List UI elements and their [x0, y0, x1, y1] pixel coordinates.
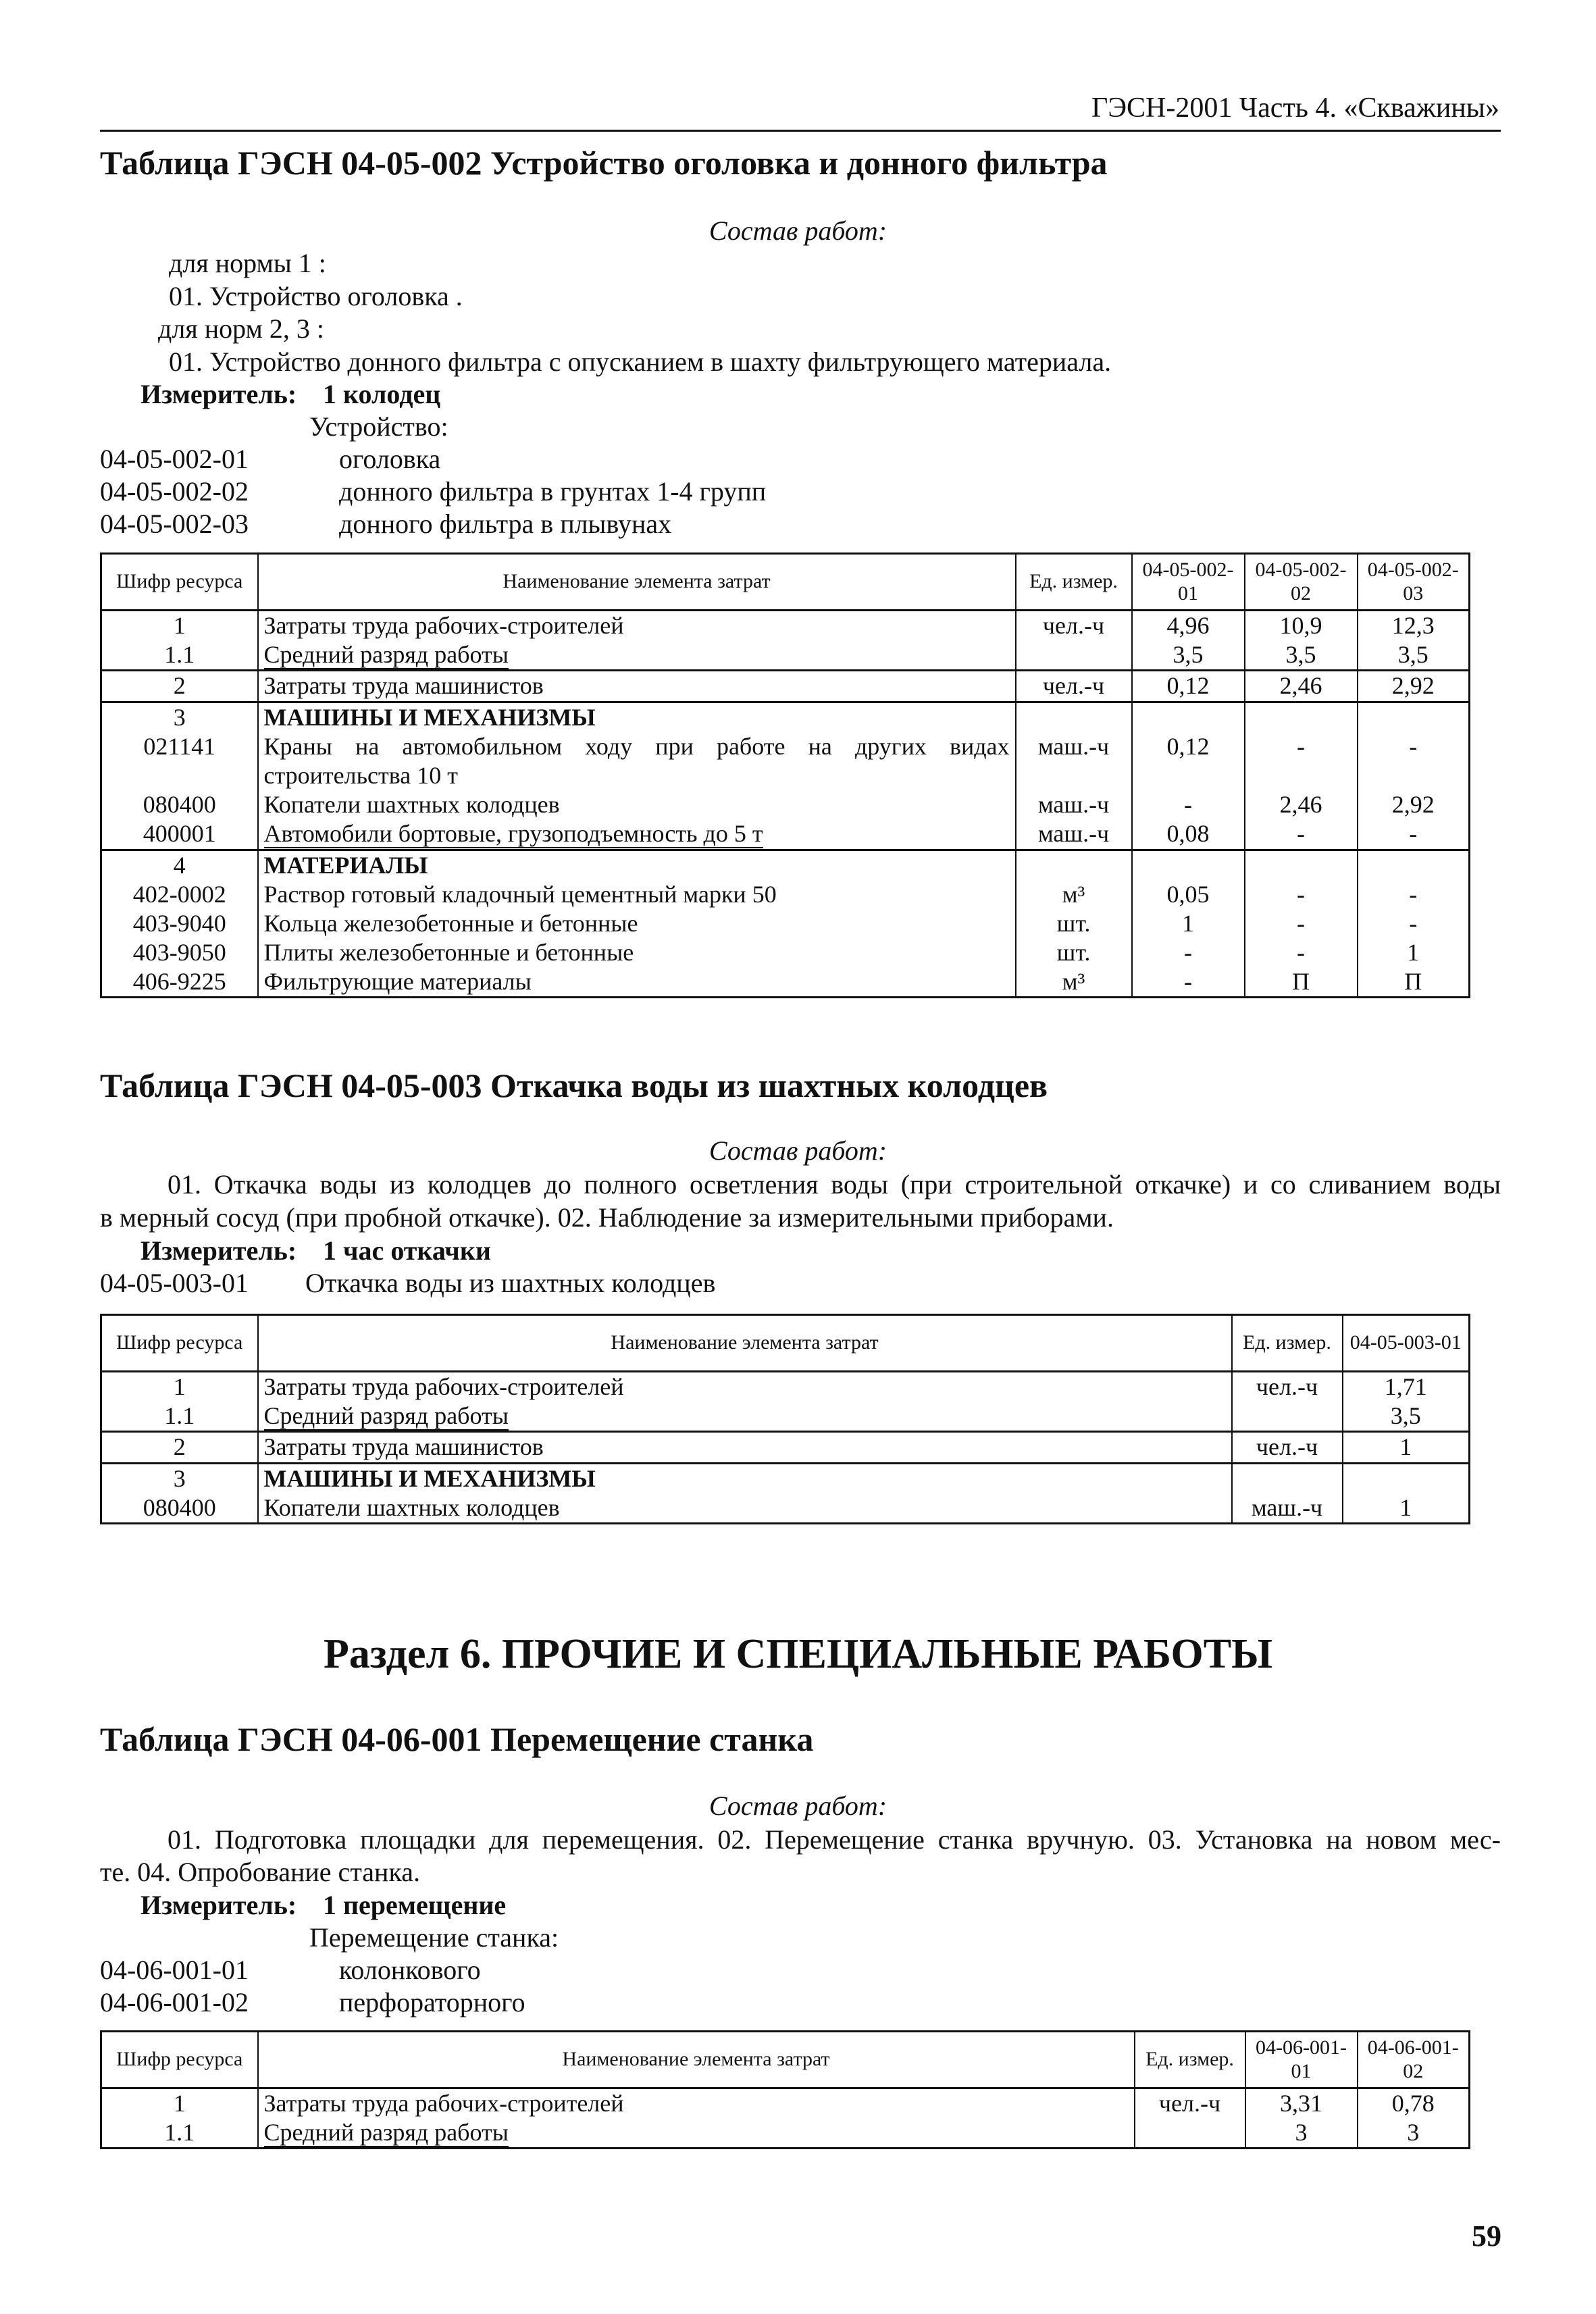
table-row	[101, 1463, 1470, 1493]
table-row	[101, 967, 1470, 998]
norm-value: 2,46	[1245, 671, 1358, 702]
resource-code: 1	[101, 611, 258, 641]
column-header-norm: 04-05-002-02	[1245, 554, 1358, 611]
norm-name: перфораторного	[339, 1987, 525, 2017]
norm-value: 0,12	[1132, 732, 1245, 790]
table-1-norms-heading: Устройство:	[309, 411, 448, 442]
norm-value: -	[1245, 732, 1358, 790]
table-row	[101, 1402, 1470, 1432]
resource-code: 080400	[101, 1493, 258, 1524]
norm-value: 1,71	[1343, 1372, 1470, 1402]
table-1-title: Таблица ГЭСН 04-05-002 Устройство оголовка и донного фильтра	[100, 144, 1108, 182]
resource-unit: чел.-ч	[1232, 1372, 1343, 1402]
table-row	[101, 732, 1470, 790]
column-header-name: Наименование элемента затрат	[258, 2032, 1135, 2088]
running-header: ГЭСН-2001 Часть 4. «Скважины»	[1091, 93, 1499, 124]
table-row	[101, 938, 1470, 967]
resource-unit	[1016, 850, 1132, 880]
table-3-meter-value: 1 перемещение	[323, 1890, 507, 1920]
resource-unit	[1232, 1402, 1343, 1432]
norm-value: 1	[1343, 1432, 1470, 1463]
column-header-norm: 04-06-001-02	[1358, 2032, 1470, 2088]
resource-unit: м³	[1016, 880, 1132, 909]
resource-code: 403-9050	[101, 938, 258, 967]
table-2-title: Таблица ГЭСН 04-05-003 Откачка воды из шахтных колодцев	[100, 1066, 1048, 1104]
resource-unit: чел.-ч	[1016, 611, 1132, 641]
column-header-norm: 04-05-002-01	[1132, 554, 1245, 611]
resource-code: 1.1	[101, 1402, 258, 1432]
norm-value: П	[1358, 967, 1470, 998]
norm-value: -	[1358, 732, 1470, 790]
norm-value: 3,5	[1245, 640, 1358, 671]
table-3-work-line: те. 04. Опробование станка.	[100, 1857, 421, 1887]
norm-value	[1132, 702, 1245, 732]
norm-name: донного фильтра в грунтах 1-4 групп	[339, 476, 767, 507]
table-row	[101, 850, 1470, 880]
table-row	[101, 880, 1470, 909]
resource-name: Раствор готовый кладочный цементный марки 50	[258, 880, 1016, 909]
column-header-unit: Ед. измер.	[1135, 2032, 1245, 2088]
table-3-title: Таблица ГЭСН 04-06-001 Перемещение станка	[100, 1720, 814, 1758]
norm-code: 04-05-002-02	[100, 476, 249, 507]
table-1-meter-label: Измеритель:	[140, 379, 297, 409]
norm-value: 1	[1343, 1493, 1470, 1524]
norm-value: -	[1132, 790, 1245, 819]
resource-name: Автомобили бортовые, грузоподъемность до 5 т	[258, 819, 1016, 850]
resource-unit: маш.-ч	[1232, 1493, 1343, 1524]
resource-unit: чел.-ч	[1135, 2088, 1245, 2119]
norm-value	[1132, 850, 1245, 880]
resource-code: 1.1	[101, 2118, 258, 2149]
column-header-norm: 04-05-002-03	[1358, 554, 1470, 611]
table-row	[101, 790, 1470, 819]
resource-name: Копатели шахтных колодцев	[258, 790, 1016, 819]
column-header-name: Наименование элемента затрат	[258, 554, 1016, 611]
norm-value: -	[1358, 880, 1470, 909]
resource-unit: маш.-ч	[1016, 819, 1132, 850]
table-2-work-line: 01. Откачка воды из колодцев до полного осветления воды (при строительной откачке) и со сливанием воды	[168, 1169, 1501, 1200]
resource-code: 3	[101, 702, 258, 732]
norm-value: 10,9	[1245, 611, 1358, 641]
norm-value: 0,78	[1358, 2088, 1470, 2119]
table-1-work-line: 01. Устройство оголовка .	[169, 281, 463, 311]
norm-value	[1245, 702, 1358, 732]
norm-value: 3,5	[1358, 640, 1470, 671]
norm-code: 04-05-002-03	[100, 509, 249, 539]
norm-value: -	[1245, 880, 1358, 909]
resource-unit	[1016, 640, 1132, 671]
norm-value: 3,5	[1343, 1402, 1470, 1432]
norm-value: 1	[1358, 938, 1470, 967]
resource-unit	[1232, 1463, 1343, 1493]
resource-unit: маш.-ч	[1016, 732, 1132, 790]
norm-value: 4,96	[1132, 611, 1245, 641]
norm-value: -	[1245, 938, 1358, 967]
table-row	[101, 671, 1470, 702]
norm-code: 04-06-001-01	[100, 1955, 249, 1985]
resource-unit: шт.	[1016, 938, 1132, 967]
norm-value: 0,12	[1132, 671, 1245, 702]
norm-value: 1	[1132, 909, 1245, 938]
resource-name: Затраты труда рабочих-строителей	[258, 1372, 1232, 1402]
norm-value: 2,92	[1358, 671, 1470, 702]
resource-unit	[1135, 2118, 1245, 2149]
section-title: Раздел 6. ПРОЧИЕ И СПЕЦИАЛЬНЫЕ РАБОТЫ	[323, 1631, 1273, 1677]
resource-code: 1	[101, 2088, 258, 2119]
resource-unit: чел.-ч	[1016, 671, 1132, 702]
norm-value: -	[1358, 909, 1470, 938]
resource-unit	[1016, 702, 1132, 732]
column-header-unit: Ед. измер.	[1232, 1315, 1343, 1372]
column-header-code: Шифр ресурса	[101, 2032, 258, 2088]
table-row	[101, 1432, 1470, 1463]
resource-code: 080400	[101, 790, 258, 819]
resource-name: Краны на автомобильном ходу при работе на других видах строительства 10 т	[258, 732, 1016, 790]
table-1-work-line: для норм 2, 3 :	[158, 313, 324, 344]
norm-value: 0,08	[1132, 819, 1245, 850]
norm-name: колонкового	[339, 1955, 481, 1985]
resource-unit: шт.	[1016, 909, 1132, 938]
table-row	[101, 1493, 1470, 1524]
table-3-resources	[100, 2030, 1470, 2149]
table-row	[101, 819, 1470, 850]
resource-unit: чел.-ч	[1232, 1432, 1343, 1463]
table-1-work-line: 01. Устройство донного фильтра с опусканием в шахту фильтрующего материала.	[169, 346, 1112, 377]
table-1-resources	[100, 552, 1470, 998]
norm-value: П	[1245, 967, 1358, 998]
table-1-sostav-label: Состав работ:	[709, 215, 887, 246]
group-heading: МАШИНЫ И МЕХАНИЗМЫ	[258, 702, 1016, 732]
table-row	[101, 2088, 1470, 2119]
norm-value: 12,3	[1358, 611, 1470, 641]
resource-name: Плиты железобетонные и бетонные	[258, 938, 1016, 967]
norm-name: Откачка воды из шахтных колодцев	[305, 1268, 716, 1298]
resource-name: Затраты труда машинистов	[258, 671, 1016, 702]
table-1-meter-value: 1 колодец	[323, 379, 441, 409]
norm-code: 04-05-002-01	[100, 444, 249, 474]
column-header-unit: Ед. измер.	[1016, 554, 1132, 611]
table-3-work-line: 01. Подготовка площадки для перемещения. 02. Перемещение станка вручную. 03. Установка на новом мес-	[168, 1824, 1501, 1855]
table-row	[101, 1372, 1470, 1402]
resource-name: Средний разряд работы	[258, 640, 1016, 671]
resource-name: Фильтрующие материалы	[258, 967, 1016, 998]
table-row	[101, 909, 1470, 938]
norm-value: 3	[1358, 2118, 1470, 2149]
norm-value	[1358, 850, 1470, 880]
resource-code: 400001	[101, 819, 258, 850]
header-rule	[100, 130, 1501, 132]
norm-value: 2,92	[1358, 790, 1470, 819]
resource-code: 406-9225	[101, 967, 258, 998]
table-1-work-line: для нормы 1 :	[169, 248, 326, 278]
table-2-meter-label: Измеритель:	[140, 1235, 297, 1266]
table-row	[101, 640, 1470, 671]
resource-name: Затраты труда рабочих-строителей	[258, 2088, 1135, 2119]
norm-value	[1245, 850, 1358, 880]
table-2-meter-value: 1 час откачки	[323, 1235, 491, 1266]
resource-name: Копатели шахтных колодцев	[258, 1493, 1232, 1524]
norm-value: 0,05	[1132, 880, 1245, 909]
norm-name: донного фильтра в плывунах	[339, 509, 672, 539]
norm-name: оголовка	[339, 444, 441, 474]
table-row	[101, 611, 1470, 641]
column-header-code: Шифр ресурса	[101, 554, 258, 611]
norm-value: -	[1245, 819, 1358, 850]
table-2-resources	[100, 1314, 1470, 1524]
resource-code: 402-0002	[101, 880, 258, 909]
column-header-norm: 04-06-001-01	[1245, 2032, 1358, 2088]
table-row	[101, 2118, 1470, 2149]
resource-name: Затраты труда машинистов	[258, 1432, 1232, 1463]
table-3-meter-label: Измеритель:	[140, 1890, 297, 1920]
norm-value	[1358, 702, 1470, 732]
norm-value	[1343, 1463, 1470, 1493]
column-header-code: Шифр ресурса	[101, 1315, 258, 1372]
table-3-norms-heading: Перемещение станка:	[309, 1922, 559, 1953]
norm-code: 04-05-003-01	[100, 1268, 249, 1298]
resource-code: 3	[101, 1463, 258, 1493]
resource-code: 2	[101, 671, 258, 702]
column-header-norm: 04-05-003-01	[1343, 1315, 1470, 1372]
table-3-sostav-label: Состав работ:	[709, 1791, 887, 1821]
norm-value: -	[1358, 819, 1470, 850]
table-2-work-line: в мерный сосуд (при пробной откачке). 02. Наблюдение за измерительными приборами.	[100, 1202, 1114, 1233]
resource-name: Средний разряд работы	[258, 2118, 1135, 2149]
norm-value: -	[1245, 909, 1358, 938]
norm-value: 3,31	[1245, 2088, 1358, 2119]
resource-code: 403-9040	[101, 909, 258, 938]
resource-code: 021141	[101, 732, 258, 790]
resource-name: Кольца железобетонные и бетонные	[258, 909, 1016, 938]
resource-unit: м³	[1016, 967, 1132, 998]
norm-value: -	[1132, 967, 1245, 998]
resource-unit: маш.-ч	[1016, 790, 1132, 819]
resource-code: 4	[101, 850, 258, 880]
resource-code: 1.1	[101, 640, 258, 671]
norm-value: 2,46	[1245, 790, 1358, 819]
column-header-name: Наименование элемента затрат	[258, 1315, 1232, 1372]
resource-code: 2	[101, 1432, 258, 1463]
page-number: 59	[1472, 2219, 1501, 2253]
table-2-sostav-label: Состав работ:	[709, 1135, 887, 1166]
norm-value: 3,5	[1132, 640, 1245, 671]
resource-code: 1	[101, 1372, 258, 1402]
table-row	[101, 702, 1470, 732]
norm-value: 3	[1245, 2118, 1358, 2149]
group-heading: МАТЕРИАЛЫ	[258, 850, 1016, 880]
resource-name: Средний разряд работы	[258, 1402, 1232, 1432]
norm-code: 04-06-001-02	[100, 1987, 249, 2017]
group-heading: МАШИНЫ И МЕХАНИЗМЫ	[258, 1463, 1232, 1493]
resource-name: Затраты труда рабочих-строителей	[258, 611, 1016, 641]
norm-value: -	[1132, 938, 1245, 967]
